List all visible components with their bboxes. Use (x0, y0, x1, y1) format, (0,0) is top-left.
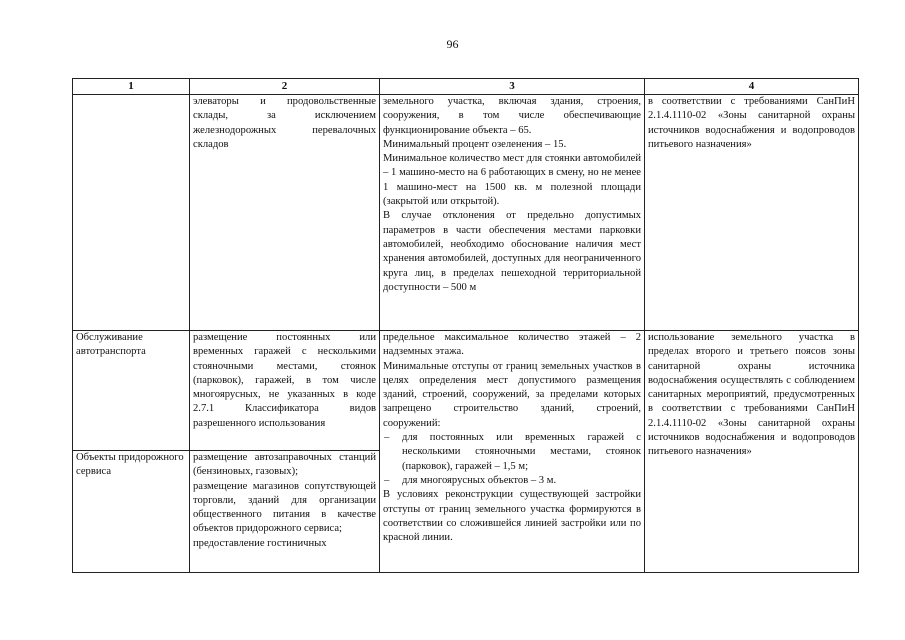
table-cell (73, 331, 190, 451)
header-cell: 3 (380, 79, 645, 95)
cell-text: размещение постоянных или временных гаражей с несколькими стояночными местами, стоянок (парковок), гаражей, в том числе многоярусных, не указанных в коде 2.7.1 Классификатора видов разрешенного использования (193, 332, 376, 429)
regulations-table (72, 78, 859, 573)
table-cell (73, 451, 190, 573)
cell-text: В случае отклонения от предельно допустимых параметров в части обеспечения местами парковки автомобилей, необходимо обоснование наличия мест хранения автомобилей, доступных для неограниченного круга лиц, в пределах пешеходной территориальной доступности – 500 м (383, 210, 641, 293)
table-cell (380, 95, 645, 331)
list-item-text: для постоянных или временных гаражей с несколькими стояночными местами, стоянок (парковок), гаражей – 1,5 м; (402, 432, 641, 472)
cell-text: предельное максимальное количество этажей – 2 надземных этажа. (383, 332, 641, 358)
cell-text: предоставление гостиничных (193, 537, 327, 549)
cell-text: размещение магазинов сопутствующей торговли, зданий для организации общественного питания в качестве объектов придорожного сервиса; (193, 480, 376, 535)
cell-text: В условиях реконструкции существующей застройки отступы от границ земельного участка формируются в соответствии со сложившейся линией застройки или по красной линии. (383, 489, 641, 544)
cell-text: размещение автозаправочных станций (бензиновых, газовых); (193, 452, 376, 478)
cell-text: Обслуживание автотранспорта (76, 332, 146, 358)
cell-text: в соответствии с требованиями СанПиН 2.1.4.1110-02 «Зоны санитарной охраны источников водоснабжения и водопроводов питьевого назначения» (648, 96, 855, 150)
table-row (73, 331, 859, 451)
dash-marker: – (384, 474, 390, 486)
table-cell (190, 331, 380, 451)
header-cell: 4 (645, 79, 859, 95)
table-row (73, 95, 859, 331)
table-cell (645, 95, 859, 331)
table-cell-merged (645, 331, 859, 573)
cell-text: элеваторы и продовольственные склады, за исключением железнодорожных перевалочных складов (193, 96, 376, 150)
list-item-text: для многоярусных объектов – 3 м. (402, 474, 557, 486)
table-cell (190, 451, 380, 573)
table-cell-empty (73, 95, 190, 331)
cell-text: Минимальные отступы от границ земельных участков в целях определения мест допустимого размещения зданий, строений, сооружений, за пределами которых запрещено строительство зданий, строений, сооружений: (383, 360, 641, 429)
dash-marker: – (384, 432, 390, 444)
cell-text: земельного участка, включая здания, строения, сооружения, в том числе обеспечивающие функционирование объекта – 65. (383, 96, 641, 136)
table-cell (190, 95, 380, 331)
header-cell: 2 (190, 79, 380, 95)
cell-text: Минимальное количество мест для стоянки автомобилей – 1 машино-место на 6 работающих в смену, но не менее 1 машино-мест на 1500 кв. м полезной площади (закрытой или открытой). (383, 153, 641, 208)
cell-text: Объекты придорожного сервиса (76, 452, 184, 478)
header-row (73, 79, 859, 95)
page-number: 96 (446, 37, 459, 51)
header-cell: 1 (73, 79, 190, 95)
list-item (383, 474, 641, 488)
list-item (383, 431, 641, 474)
cell-text: использование земельного участка в пределах второго и третьего поясов зоны санитарной охраны источника водоснабжения осуществлять с соблюдением санитарных мероприятий, предусмотренных в соответствии с требованиями СанПиН 2.1.4.1110-02 «Зоны санитарной охраны источников водоснабжения и водопроводов питьевого назначения» (648, 332, 855, 458)
cell-text: Минимальный процент озеленения – 15. (383, 138, 567, 150)
table-cell-merged (380, 331, 645, 573)
